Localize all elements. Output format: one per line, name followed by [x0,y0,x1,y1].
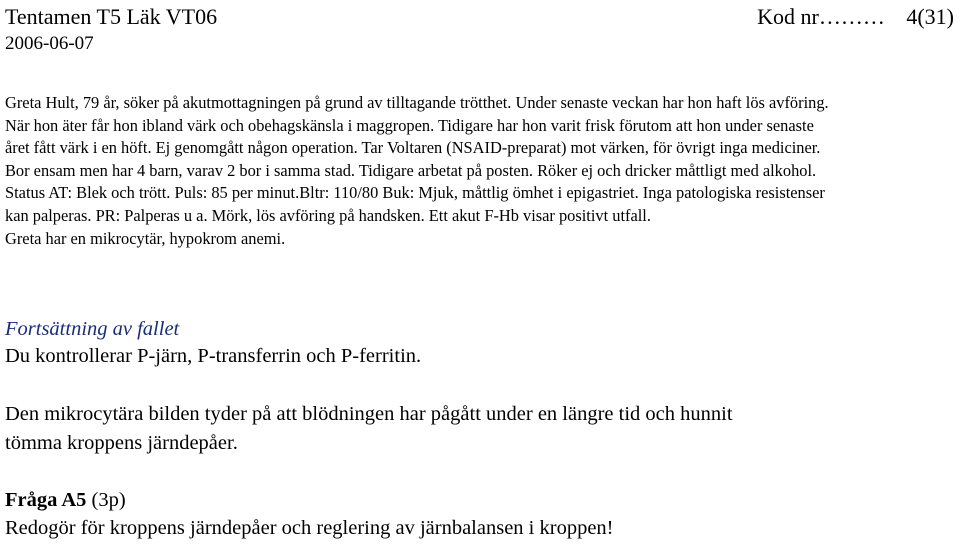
question-points: (3p) [91,489,126,511]
case-line: året fått värk i en höft. Ej genomgått någon operation. Tar Voltaren (NSAID-preparat) mot värken, för övrigt inga mediciner. [5,138,821,158]
question-heading [5,487,126,513]
case-line: Status AT: Blek och trött. Puls: 85 per minut.Bltr: 110/80 Buk: Mjuk, måttlig ömhet i epigastriet. Inga patologiska resistenser [5,183,825,203]
exam-date: 2006-06-07 [5,33,94,54]
header-right [757,4,954,30]
case-description [5,92,955,250]
code-number-label: Kod nr……… [757,4,885,29]
continuation-paragraph [5,342,421,371]
case-line: Bor ensam men har 4 barn, varav 2 bor i samma stad. Tidigare arbetat på posten. Röker ej och dricker måttligt med alkohol. [5,160,817,180]
case-line: Greta Hult, 79 år, söker på akutmottagningen på grund av tilltagande trötthet. Under senaste veckan har hon haft lös avföring. [5,93,829,112]
case-line: kan palperas. PR: Palperas u a. Mörk, lös avföring på handsken. Ett akut F-Hb visar positivt utfall. [5,205,651,225]
page-number: 4(31) [906,4,954,29]
case-line: Greta har en mikrocytär, hypokrom anemi. [5,228,286,248]
question-text: Redogör för kroppens järndepåer och reglering av järnbalansen i kroppen! [5,517,614,539]
explanation-paragraph [5,400,733,458]
header-left [5,4,217,56]
explanation-line: tömma kroppens järndepåer. [5,432,238,454]
case-line: När hon äter får hon ibland värk och obehagskänsla i maggropen. Tidigare har hon varit frisk förutom att hon under senaste [5,115,814,135]
continuation-heading: Fortsättning av fallet [5,318,180,340]
question-label: Fråga A5 [5,489,87,511]
continuation-line: Du kontrollerar P-järn, P-transferrin och P-ferritin. [5,345,422,367]
explanation-line: Den mikrocytära bilden tyder på att blödningen har pågått under en längre tid och hunnit [5,403,733,425]
exam-title: Tentamen T5 Läk VT06 [5,4,218,29]
